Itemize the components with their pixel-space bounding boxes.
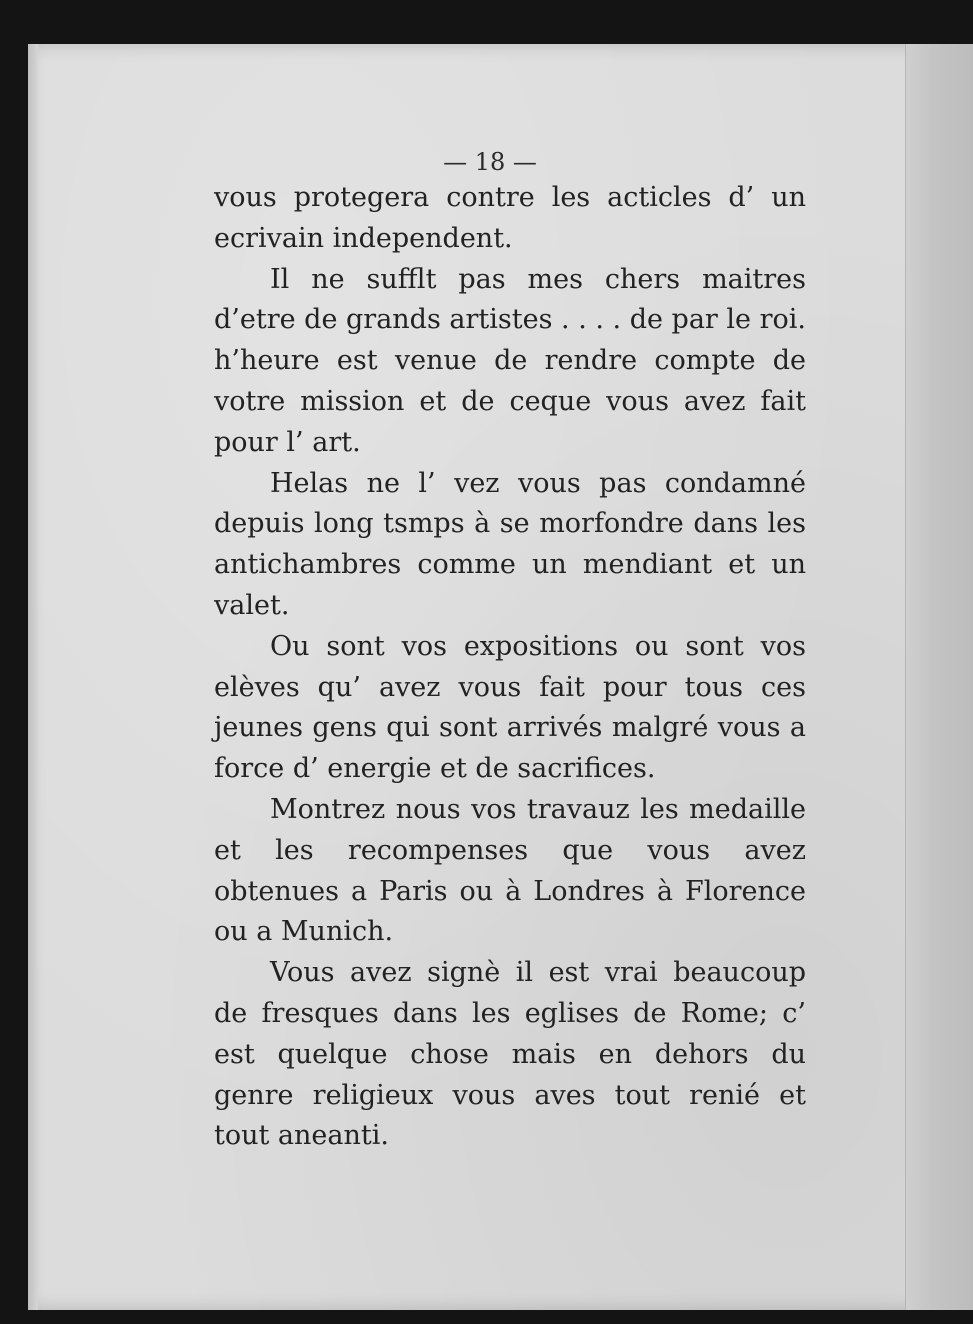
- paragraph-6: Vous avez signè il est vrai beaucoup de fresques dans les eglises de Rome; c’ est quelque chose mais en dehors du genre religieux vous aves tout renié et tout aneanti.: [214, 957, 806, 1152]
- paragraph-3: Helas ne l’ vez vous pas condamné depuis long tsmps à se morfondre dans les antichambres comme un mendiant et un valet.: [214, 467, 806, 621]
- paragraph-2: Il ne sufflt pas mes chers maitres d’etre de grands artistes . . . . de par le roi. h’heure est venue de rendre compte de votre mission et de ceque vous avez fait pour l’ art.: [214, 263, 806, 458]
- paragraph-4: Ou sont vos expositions ou sont vos elèves qu’ avez vous fait pour tous ces jeunes gens qui sont arrivés malgré vous a force d’ energie et de sacrifices.: [214, 630, 806, 785]
- page-number: — 18 —: [443, 148, 537, 176]
- paragraph-1: vous protegera contre les acticles d’ un ecrivain independent.: [214, 182, 806, 254]
- page-right-edge: [905, 44, 973, 1310]
- page-left-edge: [28, 44, 38, 1310]
- body-text: [214, 178, 806, 1157]
- paragraph-5: Montrez nous vos travauz les medaille et les recompenses que vous avez obtenues a Paris ou à Londres à Florence ou a Munich.: [214, 793, 806, 948]
